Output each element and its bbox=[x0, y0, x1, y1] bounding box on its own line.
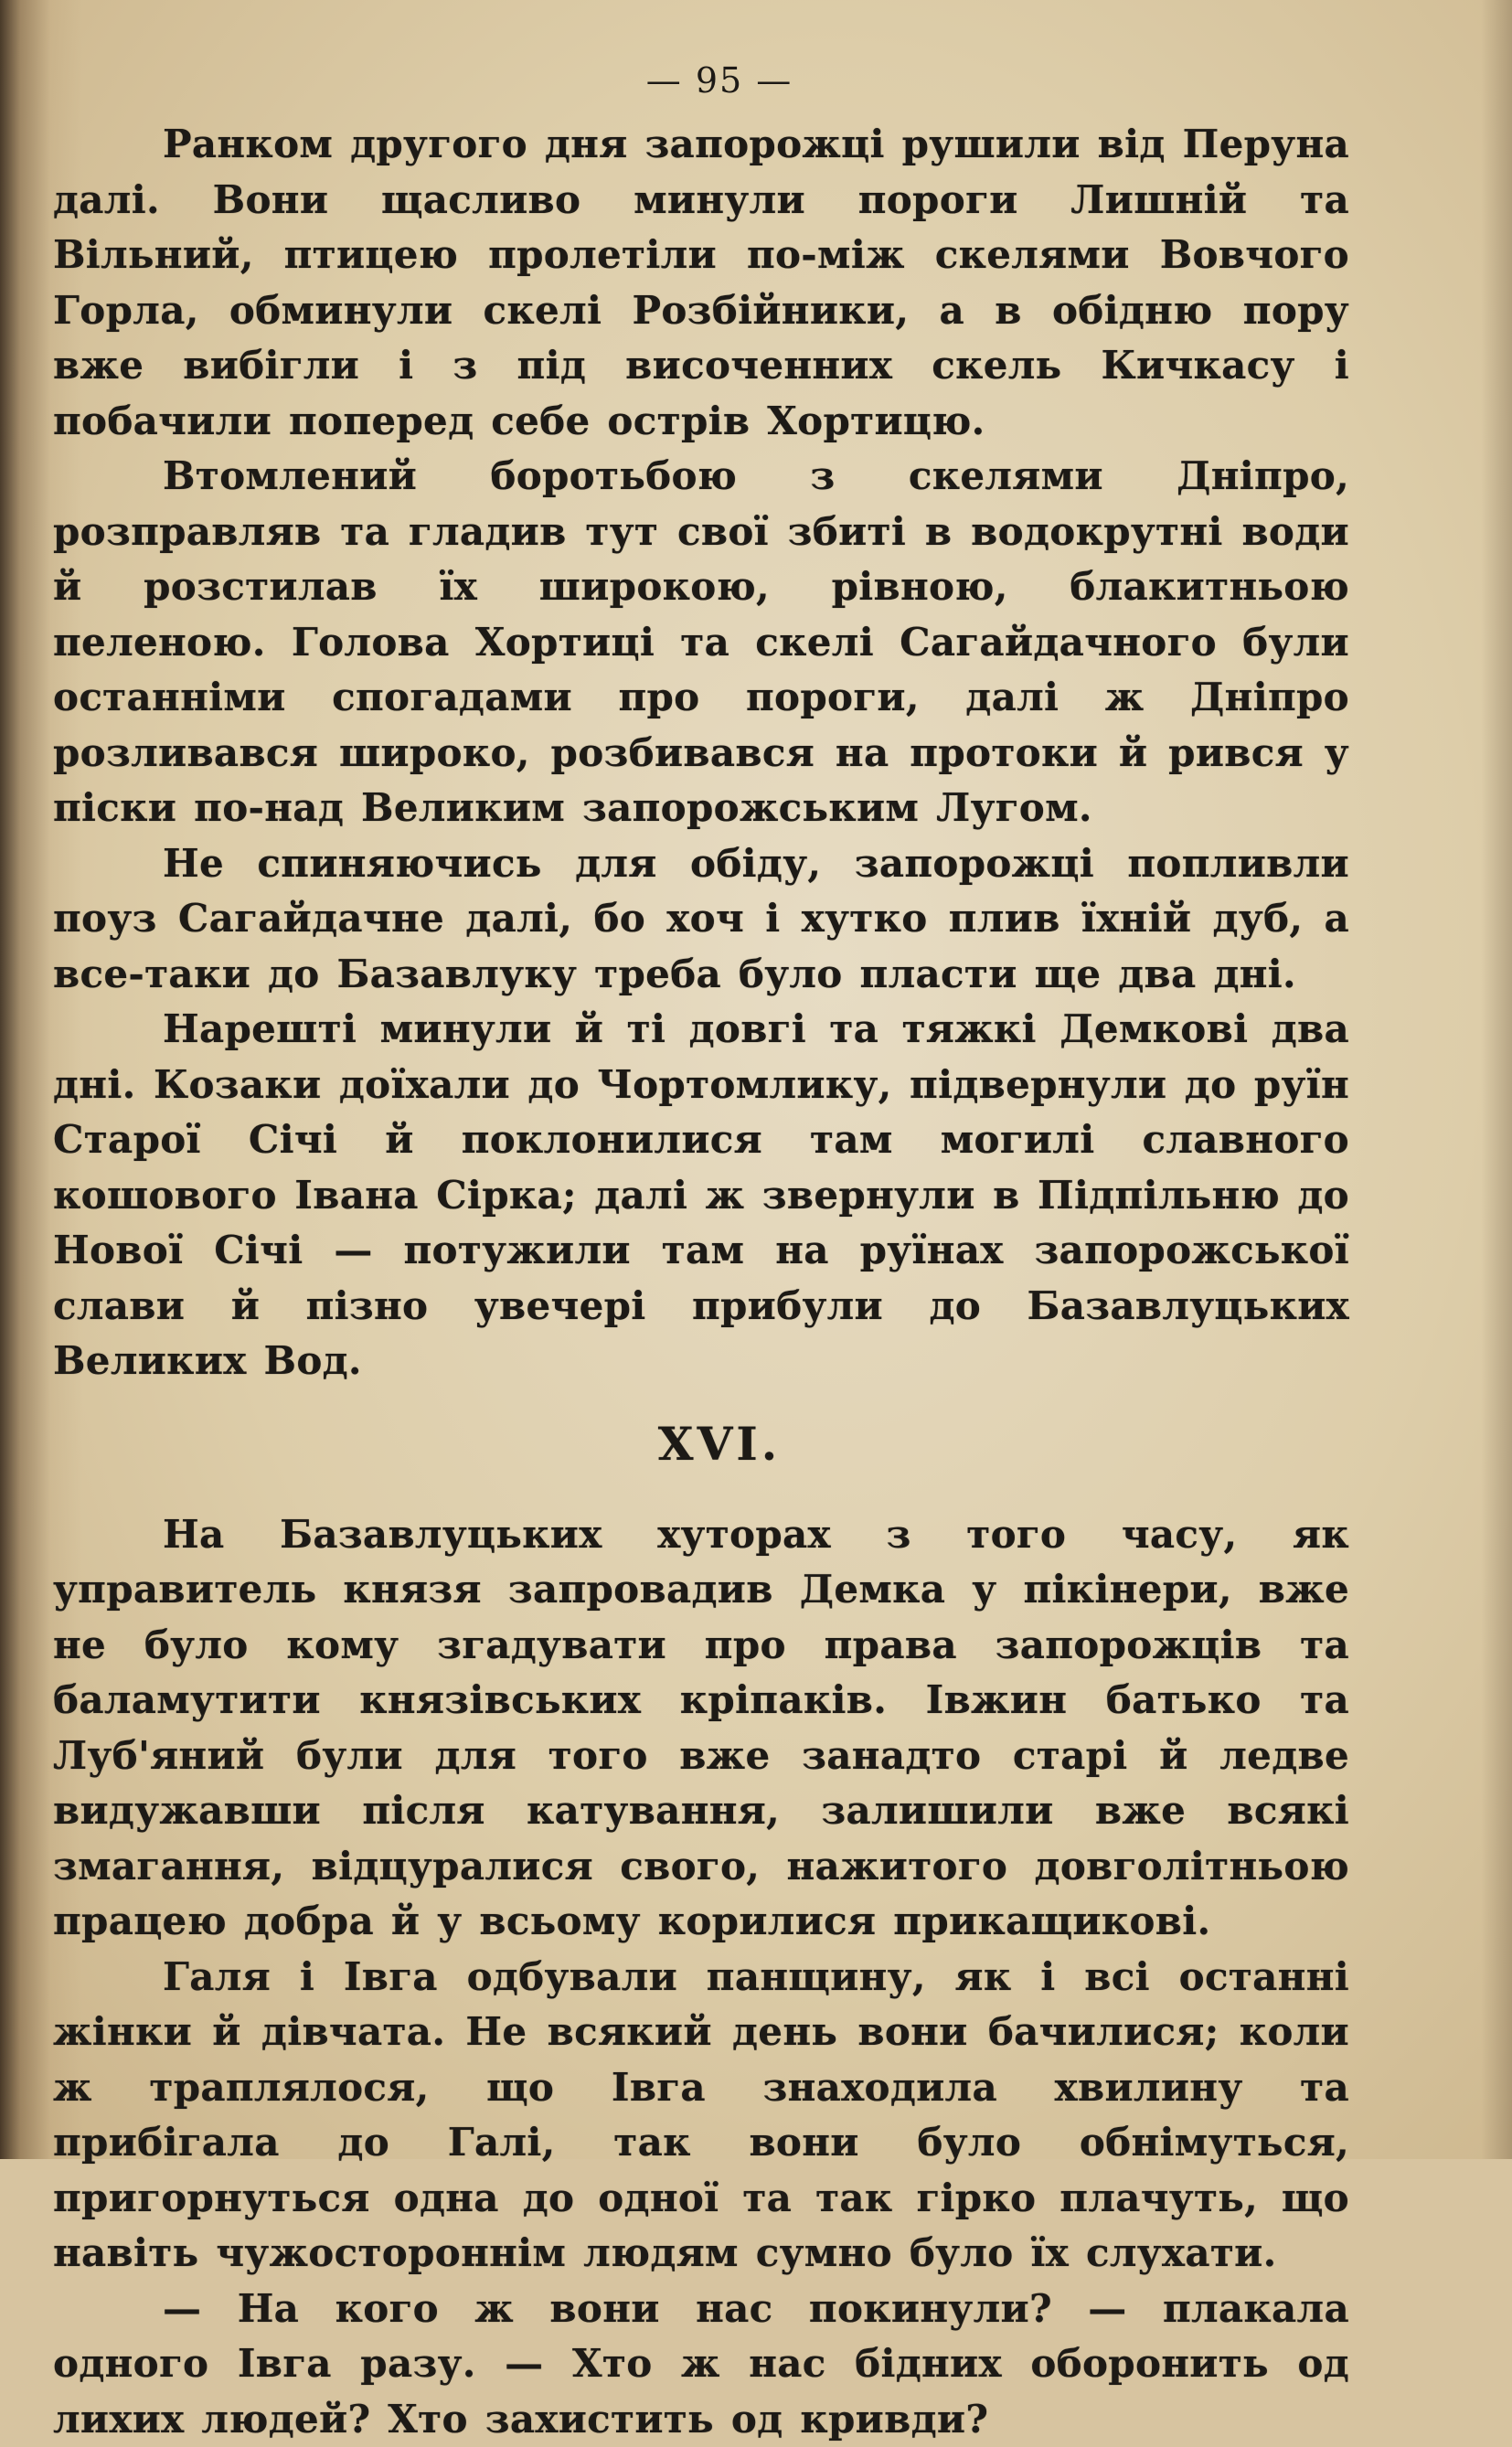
paragraph-7: — На кого ж вони нас покинули? — плакала одного Івга разу. — Хто ж нас бідних оборонить од лихих людей? Хто захистить од кривди? bbox=[53, 2282, 1349, 2447]
paragraph-2: Втомлений боротьбою з скелями Дніпро, розправляв та гладив тут свої збиті в водокрутні води й розстилав їх широкою, рівною, блакитньою пеленою. Голова Хортиці та скелі Сагайдачного були останніми спогадами про пороги, далі ж Дніпро розливався широко, розбивався на протоки й рився у піски по-над Великим запорожським Лугом. bbox=[53, 449, 1349, 836]
paragraph-6: Галя і Івга одбували панщину, як і всі останні жінки й дівчата. Не всякий день вони бачилися; коли ж траплялося, що Івга знаходила хвилину та прибігала до Галі, так вони було обнімуться, пригорнуться одна до одної та так гірко плачуть, що навіть чужостороннім людям сумно було їх слухати. bbox=[53, 1950, 1349, 2282]
page-edge-shadow bbox=[1481, 0, 1512, 2159]
paragraph-3: Не спиняючись для обіду, запорожці попливли поуз Сагайдачне далі, бо хоч і хутко плив їхній дуб, а все-таки до Базавлуку треба було пласти ще два дні. bbox=[53, 836, 1349, 1003]
paragraph-5: На Базавлуцьких хуторах з того часу, як управитель князя запровадив Демка у пікінери, вже не було кому згадувати про права запорожців та баламутити князівських кріпаків. Івжин батько та Луб'яний були для того вже занадто старі й ледве видужавши після катування, залишили вже всякі змагання, відцуралися свого, нажитого довголітньою працею добра й у всьому корилися прикащикові. bbox=[53, 1507, 1349, 1950]
page-number: — 95 — bbox=[53, 60, 1349, 101]
chapter-heading: XVI. bbox=[53, 1417, 1349, 1471]
paragraph-4: Нарешті минули й ті довгі та тяжкі Демкові два дні. Козаки доїхали до Чортомлику, підвернули до руїн Старої Січі й поклонилися там могилі славного кошового Івана Сірка; далі ж звернули в Підпільню до Нової Січі — потужили там на руїнах запорожської слави й пізно увечері прибули до Базавлуцьких Великих Вод. bbox=[53, 1002, 1349, 1389]
paragraph-1: Ранком другого дня запорожці рушили від Перуна далі. Вони щасливо минули пороги Лишній та Вільний, птицею пролетіли по-між скелями Вовчого Горла, обминули скелі Розбійники, а в обідню пору вже вибігли і з під височенних скель Кичкасу і побачили поперед себе острів Хортицю. bbox=[53, 117, 1349, 449]
